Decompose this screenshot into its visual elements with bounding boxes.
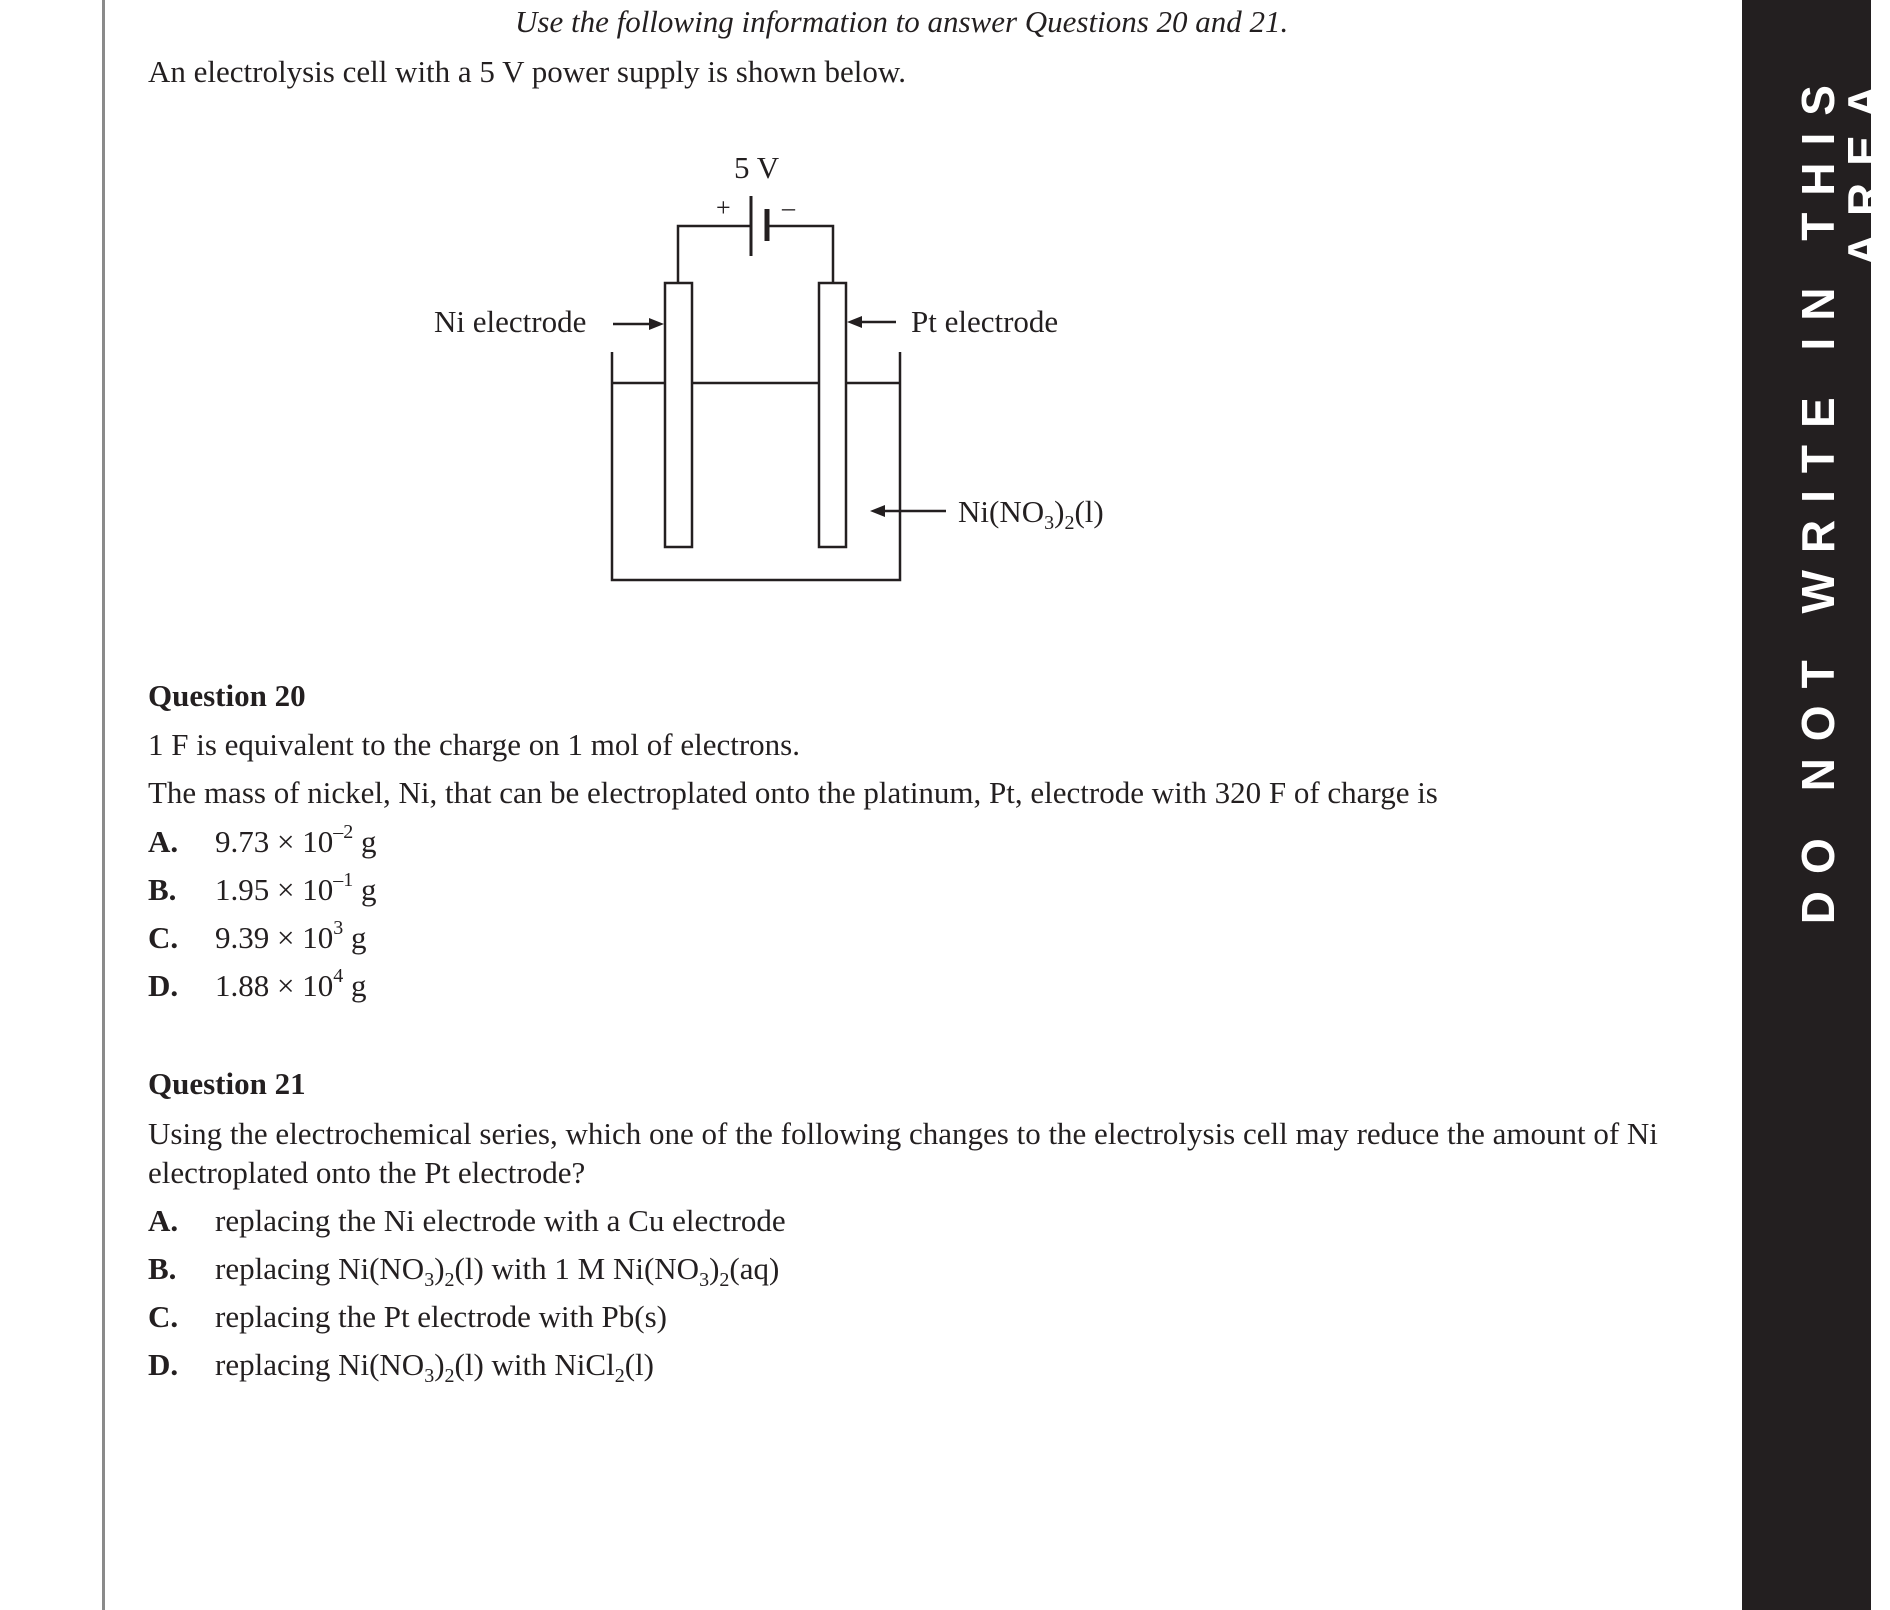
ni-electrode-label: Ni electrode [434, 304, 587, 339]
question-21-stem: Using the electrochemical series, which one of the following changes to the electrolysis cell may reduce the amount of Ni electroplated onto the Pt electrode? [148, 1116, 1658, 1190]
question-20-title: Question 20 [148, 678, 306, 713]
solution-arrow-head [870, 505, 885, 517]
intro-description: An electrolysis cell with a 5 V power supply is shown below. [148, 54, 906, 89]
q21-option-a-text: replacing the Ni electrode with a Cu electrode [215, 1203, 786, 1238]
pt-electrode [819, 283, 846, 547]
q21-option-b-text: replacing $Ni(NO_3)_2(l)$ with 1 M $Ni(NO_3)_2(aq)$ [215, 1251, 780, 1291]
negative-terminal-sign: – [782, 193, 795, 222]
q21-option-b-letter: B. [148, 1251, 177, 1286]
wire-left [678, 226, 751, 283]
q21-option-d-letter: D. [148, 1347, 179, 1382]
question-20-line1: 1 F is equivalent to the charge on 1 mol of electrons. [148, 727, 800, 762]
q20-option-a-letter: A. [148, 824, 179, 859]
q21-option-d-text: replacing $Ni(NO_3)_2(l)$ with NiCl$_2$(l) [215, 1347, 654, 1387]
q21-option-c-letter: C. [148, 1299, 179, 1334]
ni-electrode [665, 283, 692, 547]
wire-right [767, 226, 833, 283]
pt-arrow-head [847, 316, 862, 328]
positive-terminal-sign: + [716, 193, 731, 222]
beaker [612, 352, 900, 580]
q20-option-d-text: $1.88 \times 10^4$ g [215, 965, 367, 1003]
question-20-line2: The mass of nickel, Ni, that can be electroplated onto the platinum, Pt, electrode with 320 F of charge is [148, 775, 1438, 810]
q20-option-c-text: $9.39 \times 10^3$ g [215, 917, 367, 955]
q20-option-b-letter: B. [148, 872, 177, 907]
voltage-label: 5 V [734, 150, 780, 185]
q20-option-c-letter: C. [148, 920, 179, 955]
ni-arrow-head [649, 318, 664, 330]
instruction-text: Use the following information to answer Questions 20 and 21. [515, 4, 1289, 39]
q20-option-d-letter: D. [148, 968, 179, 1003]
q21-option-a-letter: A. [148, 1203, 179, 1238]
sidebar-warning-text: DO NOT WRITE IN THIS AREA [1792, 68, 1890, 925]
q21-option-c-text: replacing the Pt electrode with Pb(s) [215, 1299, 667, 1334]
q20-option-a-text: $9.73 \times 10^{-2}$ g [215, 821, 377, 859]
pt-electrode-label: Pt electrode [911, 304, 1059, 339]
question-21-title: Question 21 [148, 1066, 306, 1101]
q20-option-b-text: $1.95 \times 10^{-1}$ g [215, 869, 377, 907]
solution-label: $Ni(NO_3)_2(l)$ [958, 494, 1104, 534]
